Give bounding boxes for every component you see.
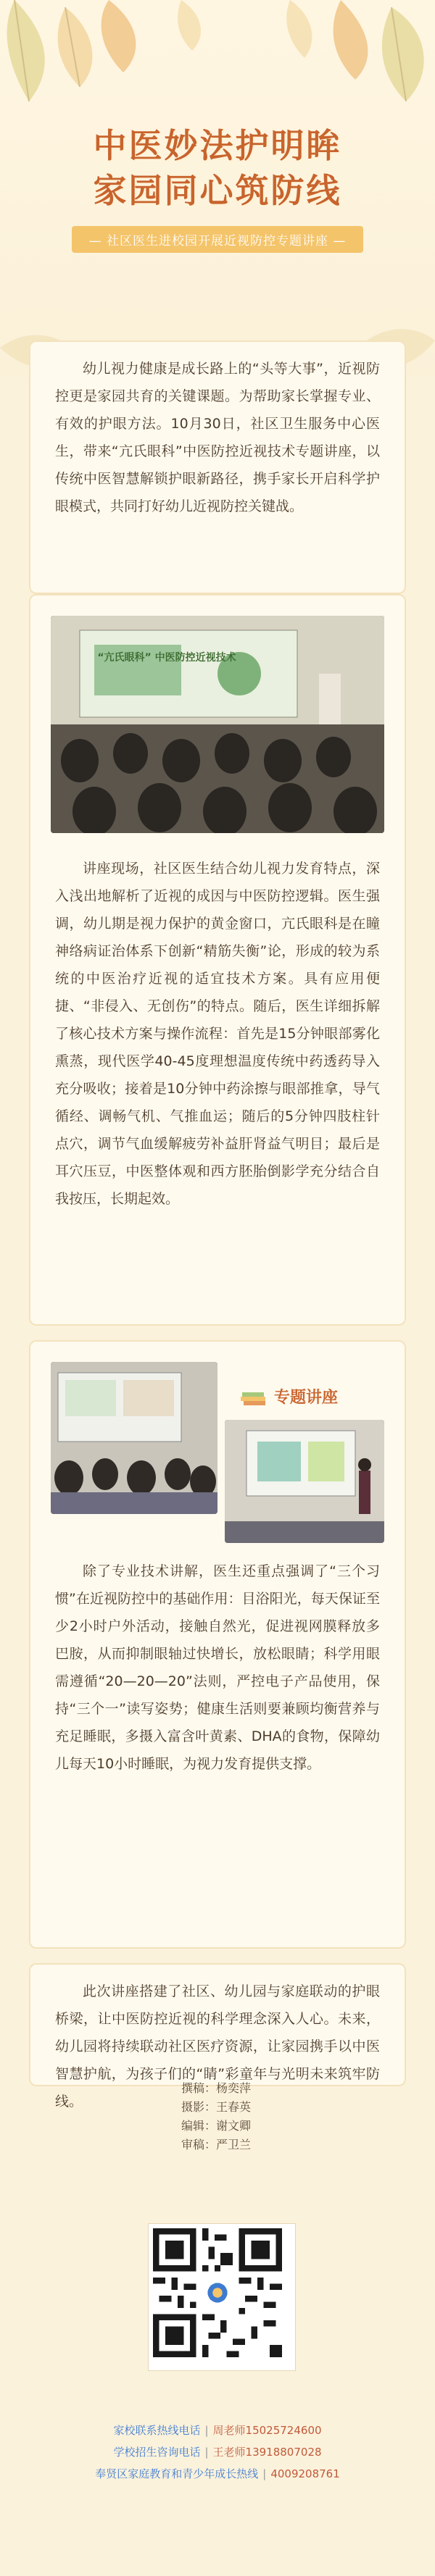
qr-code-icon <box>153 2228 282 2357</box>
leaves-decoration-icon <box>0 0 435 123</box>
lecture-text-block <box>29 855 406 1213</box>
topic-tag-label: 专题讲座 <box>274 1389 339 1407</box>
topic-tag <box>239 1384 384 1413</box>
title-line-1: 中医妙法护明眸 <box>93 126 342 165</box>
habits-card <box>29 1340 406 1949</box>
subtitle-bar: — 社区医生进校园开展近视防控专题讲座 — <box>72 226 364 253</box>
contacts-block <box>0 2420 435 2485</box>
contact-label: 家校联系热线电话 <box>113 2424 201 2437</box>
book-icon <box>239 1387 268 1410</box>
closing-paragraph: 此次讲座搭建了社区、幼儿园与家庭联动的护眼桥梁，让中医防控近视的科学理念深入人心。未来，幼儿园将持续联动社区医疗资源，让家园携手以中医智慧护航，为孩子们的“睛”彩童年与光明未来筑牢防线。 <box>55 1983 380 2109</box>
credit-writer: 撰稿：杨奕萍 <box>181 2081 252 2095</box>
qr-code[interactable] <box>149 2224 295 2370</box>
habits-paragraph: 除了专业技术讲解，医生还重点强调了“三个习惯”在近视防控中的基础作用：目浴阳光，每天保证至少2小时户外活动，接触自然光，促进视网膜释放多巴胺，从而抑制眼轴过快增长，放松眼睛；科学用眼需遵循“20—20—20”法则，严控电子产品使用，保持“三个一”读写姿势；健康生活则要兼顾均衡营养与充足睡眠，多摄入富含叶黄素、DHA的食物，保障幼儿每天10小时睡眠，为视力发育提供支撑。 <box>55 1563 380 1772</box>
contact-value[interactable]: 4009208761 <box>270 2467 340 2480</box>
credit-photographer: 摄影：王春英 <box>181 2100 252 2114</box>
contact-label: 学校招生咨询电话 <box>113 2446 201 2459</box>
header-banner <box>0 0 435 377</box>
lecture-photo-1 <box>51 616 384 833</box>
habits-text-block <box>29 1557 406 1778</box>
intro-card <box>29 340 406 594</box>
lecture-paragraph: 讲座现场，社区医生结合幼儿视力发育特点，深入浅出地解析了近视的成因与中医防控逻辑。医生强调，幼儿期是视力保护的黄金窗口，亢氏眼科是在瞳神络病证治体系下创新“精筋失衡”论，形成的较为系统的中医治疗近视的适宜技术方案。具有应用便捷、“非侵入、无创伤”的特点。随后，医生详细拆解了核心技术方案与操作流程：首先是15分钟眼部雾化熏蒸，现代医学40-45度理想温度传统中药透药导入充分吸收；接着是10分钟中药涂擦与眼部推拿，导气循经、调畅气机、气推血运；随后的5分钟四肢柱针点穴，调节气血缓解疲劳补益肝肾益气明目；最后是耳穴压豆，中医整体观和西方胚胎倒影学充分结合自我按压，长期起效。 <box>55 861 380 1207</box>
contact-line-enrollment: 学校招生咨询电话 | 王老师13918807028 <box>113 2446 322 2459</box>
title-block <box>0 123 435 253</box>
speaker-photo-icon <box>225 1420 384 1543</box>
contact-line-home-school: 家校联系热线电话 | 周老师15025724600 <box>113 2424 322 2437</box>
contact-label: 奉贤区家庭教育和青少年成长热线 <box>95 2467 259 2480</box>
lecture-photo-3 <box>225 1420 384 1543</box>
classroom-photo-icon <box>51 1362 218 1514</box>
lecture-photo-2 <box>51 1362 218 1514</box>
contact-value[interactable]: 周老师15025724600 <box>212 2424 322 2437</box>
slide-title-text: “亢氏眼科” 中医防控近视技术 <box>97 652 236 664</box>
credits-block <box>181 2079 370 2154</box>
contact-line-hotline: 奉贤区家庭教育和青少年成长热线 | 4009208761 <box>95 2467 340 2480</box>
lecture-hall-photo-icon <box>51 616 384 833</box>
credit-editor: 编辑：谢文卿 <box>181 2119 252 2133</box>
lecture-card <box>29 594 406 1326</box>
page-title <box>0 123 435 213</box>
credit-reviewer: 审稿：严卫兰 <box>181 2138 252 2151</box>
intro-paragraph: 幼儿视力健康是成长路上的“头等大事”，近视防控更是家园共育的关键课题。为帮助家长掌握专业、有效的护眼方法。10月30日，社区卫生服务中心医生，带来“亢氏眼科”中医防控近视技术专题讲座，以传统中医智慧解锁护眼新路径，携手家长开启科学护眼模式，共同打好幼儿近视防控关键战。 <box>55 361 380 514</box>
title-line-2: 家园同心筑防线 <box>93 171 342 210</box>
contact-value[interactable]: 王老师13918807028 <box>212 2446 322 2459</box>
